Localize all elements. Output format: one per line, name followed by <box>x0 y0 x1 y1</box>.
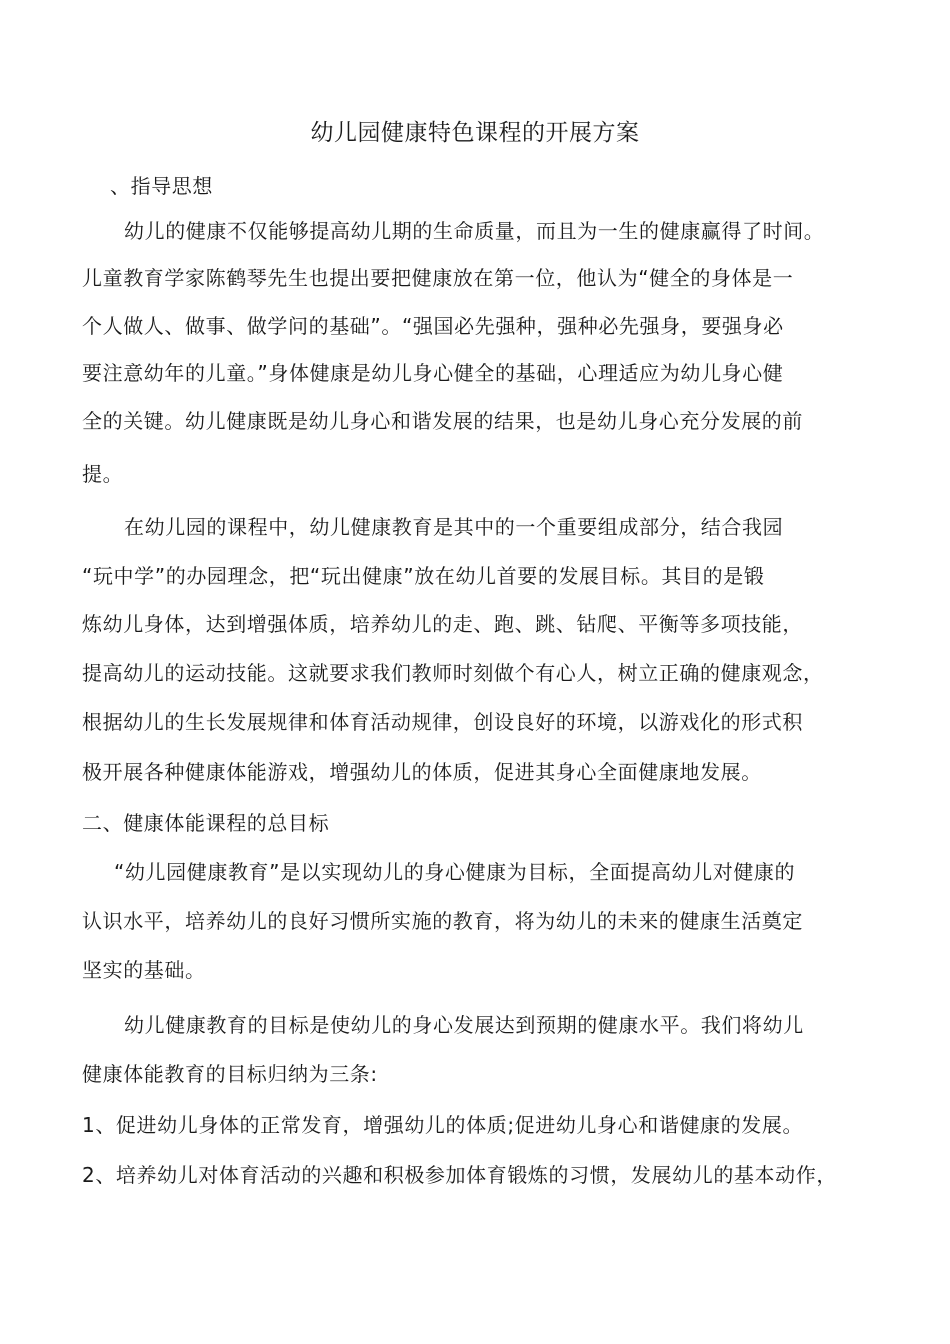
paragraph-line: “玩中学”的办园理念，把“玩出健康”放在幼儿首要的发展目标。其目的是锻 <box>82 564 765 588</box>
paragraph-line: 健康体能教育的目标归纳为三条: <box>82 1062 378 1086</box>
paragraph-line: 坚实的基础。 <box>82 958 206 982</box>
paragraph-line: 要注意幼年的儿童。”身体健康是幼儿身心健全的基础，心理适应为幼儿身心健 <box>82 361 784 385</box>
goal-item-1: 1、促进幼儿身体的正常发育，增强幼儿的体质;促进幼儿身心和谐健康的发展。 <box>82 1113 804 1137</box>
paragraph-line: 认识水平，培养幼儿的良好习惯所实施的教育，将为幼儿的未来的健康生活奠定 <box>82 909 803 933</box>
paragraph-line: 提高幼儿的运动技能。这就要求我们教师时刻做个有心人，树立正确的健康观念， <box>82 661 824 685</box>
paragraph-line: 幼儿健康教育的目标是使幼儿的身心发展达到预期的健康水平。我们将幼儿 <box>124 1013 804 1037</box>
paragraph-line: 儿童教育学家陈鹤琴先生也提出要把健康放在第一位，他认为“健全的身体是一 <box>82 266 794 290</box>
paragraph-line: 幼儿的健康不仅能够提高幼儿期的生命质量，而且为一生的健康赢得了时间。 <box>124 219 825 243</box>
goal-item-2: 2、培养幼儿对体育活动的兴趣和积极参加体育锻炼的习惯，发展幼儿的基本动作， <box>82 1163 837 1187</box>
paragraph-line: “幼儿园健康教育”是以实现幼儿的身心健康为目标，全面提高幼儿对健康的 <box>114 860 796 884</box>
paragraph-line: 全的关键。幼儿健康既是幼儿身心和谐发展的结果，也是幼儿身心充分发展的前 <box>82 409 803 433</box>
paragraph-line: 炼幼儿身体，达到增强体质，培养幼儿的走、跑、跳、钻爬、平衡等多项技能， <box>82 612 803 636</box>
paragraph-line: 极开展各种健康体能游戏，增强幼儿的体质，促进其身心全面健康地发展。 <box>82 760 762 784</box>
section-heading-guiding-ideology: 、指导思想 <box>110 174 213 198</box>
paragraph-line: 在幼儿园的课程中，幼儿健康教育是其中的一个重要组成部分，结合我园 <box>124 515 784 539</box>
paragraph-line: 根据幼儿的生长发展规律和体育活动规律，创设良好的环境，以游戏化的形式积 <box>82 710 803 734</box>
paragraph-line: 个人做人、做事、做学问的基础”。“强国必先强种，强种必先强身，要强身必 <box>82 314 784 338</box>
paragraph-line: 提。 <box>82 462 124 486</box>
section-heading-overall-goals: 二、健康体能课程的总目标 <box>82 811 330 835</box>
document-title: 幼儿园健康特色课程的开展方案 <box>310 120 640 146</box>
